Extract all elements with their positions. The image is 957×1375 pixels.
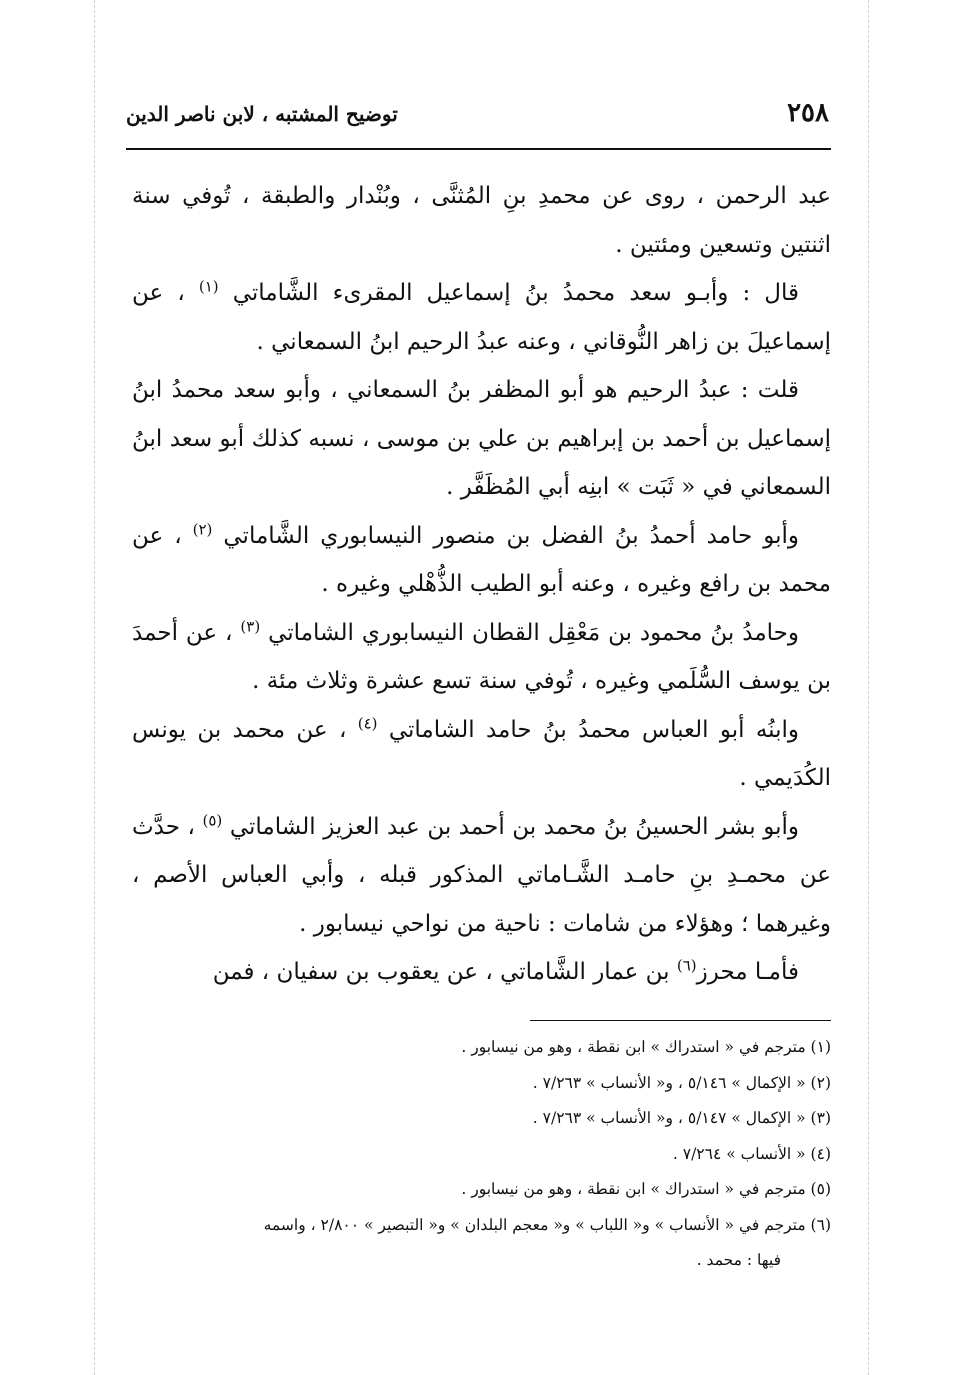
paragraph: فأمـا محرز$^{(٦)}$ بن عمار الشَّاماتي ، عن يعقوب بن سفيان ، فمن [212,956,799,985]
footnote-continuation: فيها : محمد . [696,1251,781,1269]
footnote: (١) مترجم في « استدراك » ابن نقطة ، وهو من نيسابور . [461,1038,831,1056]
paragraph: وأبو بشر الحسينُ بنُ محمد بن أحمد بن عبد العزيز الشاماتي $^{(٥)}$ ، حدَّث عن محمـدِ بنِ حامـد الشَّـاماتي المذكور قبله ، وأبي العباس الأصم ، وغيرهما ؛ وهؤلاء من شامات : ناحية من نواحي نيسابور . [132,810,831,937]
paragraph: وابنُه أبو العباس محمدُ بنُ حامد الشاماتي $^{(٤)}$ ، عن محمد بن يونس الكُدَيمي . [132,713,831,791]
main-text [132,172,831,997]
paragraph: قال : وأبـو سعد محمدُ بنُ إسماعيل المقرىء الشَّاماتي $^{(١)}$ ، عن إسماعيلَ بن زاهر النُّوقاني ، وعنه عبدُ الرحيم ابنُ السمعاني . [132,277,831,355]
footnote-ref: (٤) [357,713,378,732]
footnote: (٤) « الأنساب » ٧/٢٦٤ . [672,1144,831,1163]
paragraph: عبد الرحمن ، روى عن محمدِ بنِ المُثنَّى ، وبُنْدار والطبقة ، تُوفي سنة اثنتين وتسعين ومئتين . [132,183,831,258]
paragraph: وأبو حامد أحمدُ بنُ الفضل بن منصور النيسابوري الشَّاماتي $^{(٢)}$ ، عن محمد بن رافع وغيره ، وعنه أبو الطيب الذُّهْلي وغيره . [132,519,831,597]
footnote-ref: (٥) [202,810,223,829]
running-title: توضيح المشتبه ، لابن ناصر الدين [126,102,398,126]
footnotes [132,1030,831,1279]
page-header [126,96,831,144]
footnote-ref: (٢) [192,519,213,538]
paragraph: وحامدُ بنُ محمود بن مَعْقِل القطان النيسابوري الشاماتي $^{(٣)}$ ، عن أحمدَ بن يوسف السُّلَمي وغيره ، تُوفي سنة تسع عشرة وثلاث مئة . [132,616,831,694]
paragraph: قلت : عبدُ الرحيم هو أبو المظفر بنُ السمعاني ، وأبو سعد محمدُ ابنُ إسماعيل بن أحمد بن إبراهيم بن علي بن موسى ، نسبه كذلك أبو سعد ابنُ السمعاني في « ثَبَت » ابنِه أبي المُظَفَّر . [132,377,831,500]
footnote: (٢) « الإكمال » ٥/١٤٦ ، و« الأنساب » ٧/٢٦٣ . [532,1073,831,1092]
footnote: (٣) « الإكمال » ٥/١٤٧ ، و« الأنساب » ٧/٢٦٣ . [532,1109,831,1127]
footnote-ref: (٣) [240,616,261,635]
header-rule [126,148,831,150]
footnote: (٥) مترجم في « استدراك » ابن نقطة ، وهو من نيسابور . [461,1180,831,1198]
footnote: (٦) مترجم في « الأنساب » و« اللباب » و« معجم البلدان » و« التبصير » ٢/٨٠٠ ، واسمه [263,1215,831,1234]
scan-cut-line [868,0,869,1375]
page-number: ٢٥٨ [787,98,829,128]
footnote-ref: (٦) [676,956,697,975]
footnote-rule [530,1020,831,1021]
scan-cut-line [94,0,95,1375]
footnote-ref: (١) [198,277,219,296]
